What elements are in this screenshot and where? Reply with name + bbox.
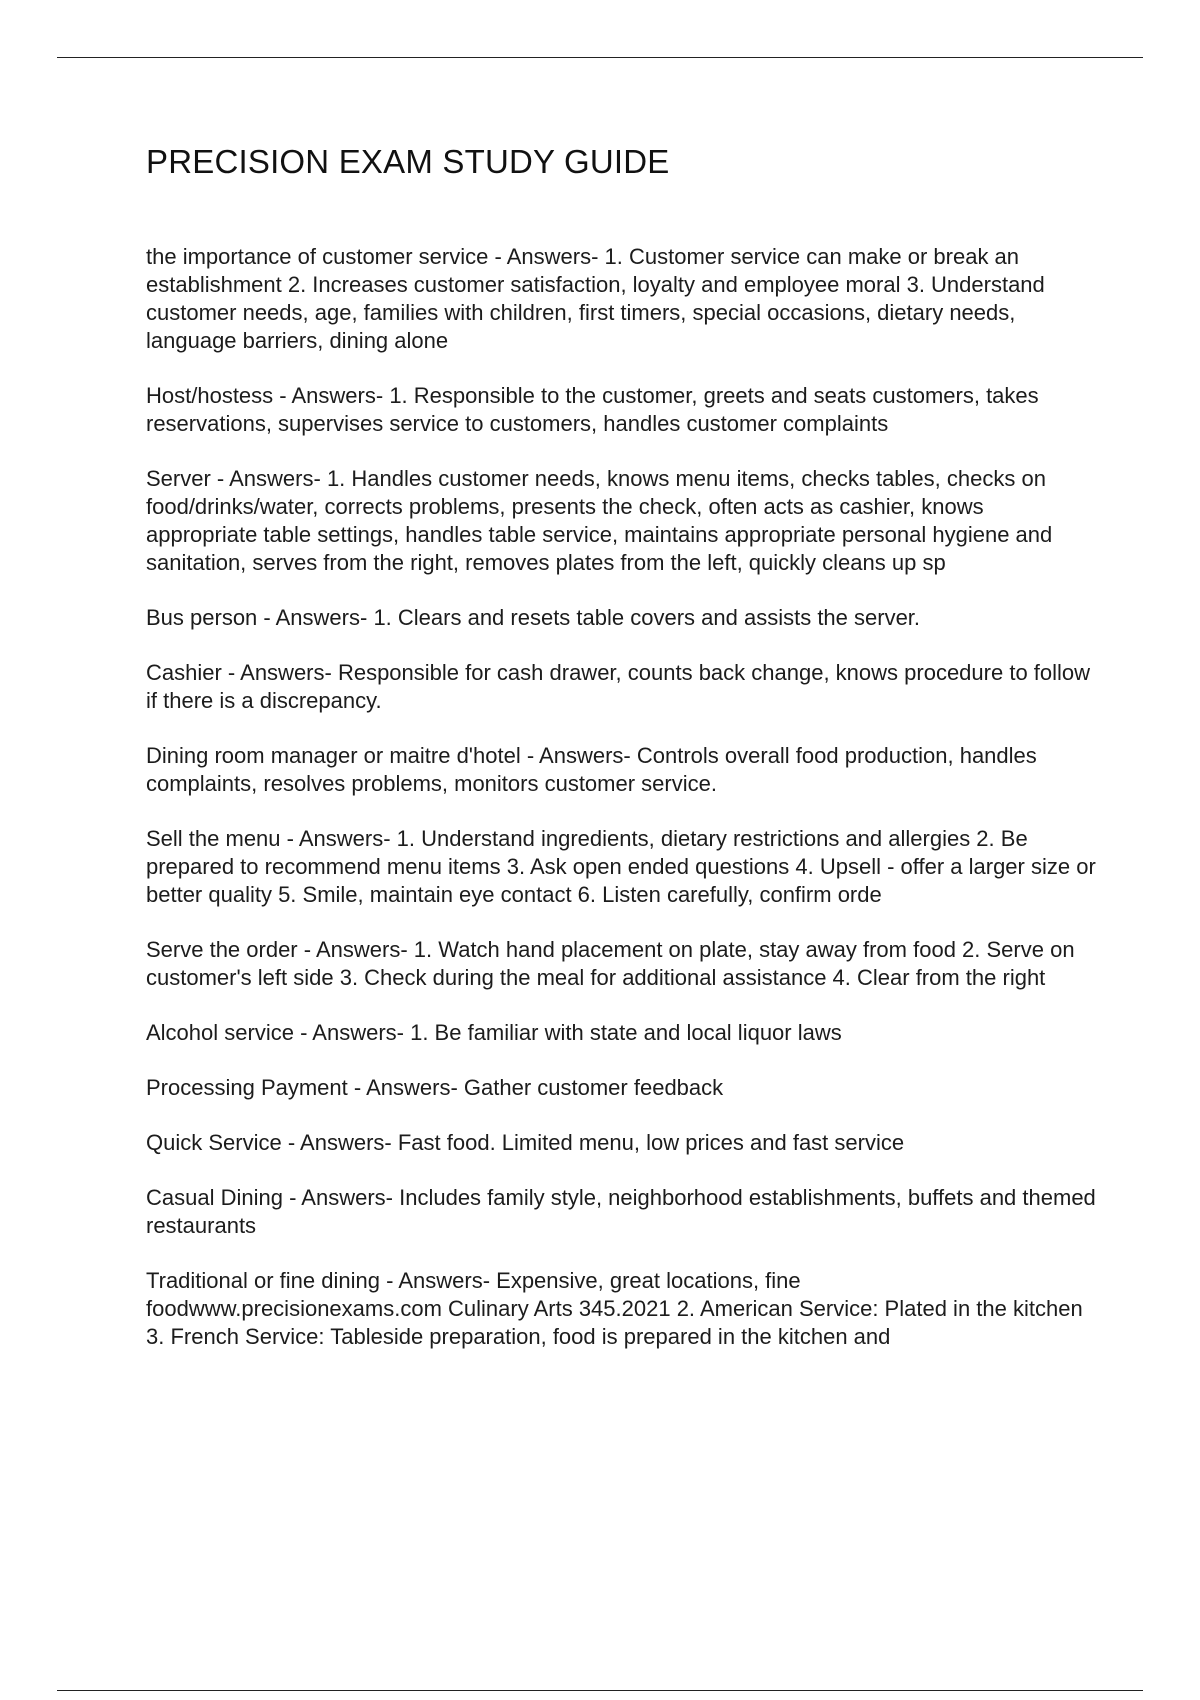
qa-entry: [146, 659, 1096, 715]
entry-term: Processing Payment: [146, 1075, 348, 1100]
entry-separator: - Answers-: [380, 1268, 497, 1293]
entry-answer: 1. Understand ingredients, dietary restrictions and allergies 2. Be prepared to recommend menu items 3. Ask open ended questions 4. Upsell - offer a larger size or better quality 5. Smile, maintain eye contact 6. Listen carefully, confirm orde: [146, 826, 1096, 907]
qa-entry: [146, 465, 1096, 577]
qa-entry: [146, 936, 1096, 992]
qa-list: [146, 243, 1096, 1378]
entry-separator: - Answers-: [273, 383, 390, 408]
entry-separator: - Answers-: [520, 743, 637, 768]
page-title: PRECISION EXAM STUDY GUIDE: [146, 143, 670, 180]
entry-term: Host/hostess: [146, 383, 274, 408]
entry-term: Traditional or fine dining: [146, 1268, 380, 1293]
bottom-divider: [57, 1690, 1143, 1691]
entry-term: Alcohol service: [146, 1020, 294, 1045]
entry-separator: - Answers-: [210, 466, 327, 491]
top-divider: [57, 57, 1143, 58]
qa-entry: [146, 1019, 1096, 1047]
qa-entry: [146, 1129, 1096, 1157]
entry-answer: 1. Be familiar with state and local liquor laws: [410, 1020, 842, 1045]
entry-answer: 1. Customer service can make or break an establishment 2. Increases customer satisfaction, loyalty and employee moral 3. Understand customer needs, age, families with children, first timers, special occasions, dietary needs, language barriers, dining alone: [146, 244, 1045, 353]
entry-separator: - Answers-: [282, 1185, 400, 1210]
entry-answer: 1. Watch hand placement on plate, stay away from food 2. Serve on customer's left side 3. Check during the meal for additional assistance 4. Clear from the right: [146, 937, 1075, 990]
entry-separator: - Answers-: [221, 660, 338, 685]
entry-term: Sell the menu: [146, 826, 281, 851]
entry-answer: 1. Responsible to the customer, greets and seats customers, takes reservations, supervises service to customers, handles customer complaints: [146, 383, 1039, 436]
entry-answer: 1. Handles customer needs, knows menu items, checks tables, checks on food/drinks/water, corrects problems, presents the check, often acts as cashier, knows appropriate table settings, handles table service, maintains appropriate personal hygiene and sanitation, serves from the right, removes plates from the left, quickly cleans up sp: [146, 466, 1053, 575]
entry-term: Quick Service: [146, 1130, 282, 1155]
entry-answer: 1. Clears and resets table covers and assists the server.: [373, 605, 921, 630]
qa-entry: [146, 742, 1096, 798]
entry-answer: Expensive, great locations, fine foodwww.precisionexams.com Culinary Arts 345.2021 2. American Service: Plated in the kitchen 3. French Service: Tableside preparation, food is prepared in the kitchen and: [146, 1268, 1083, 1349]
entry-term: Casual Dining: [146, 1185, 283, 1210]
entry-term: Dining room manager or maitre d'hotel: [146, 743, 521, 768]
entry-answer: Controls overall food production, handles complaints, resolves problems, monitors customer service.: [146, 743, 1037, 796]
qa-entry: [146, 825, 1096, 909]
qa-entry: [146, 1184, 1096, 1240]
entry-term: Bus person: [146, 605, 258, 630]
qa-entry: [146, 382, 1096, 438]
entry-separator: - Answers-: [297, 937, 414, 962]
entry-separator: - Answers-: [347, 1075, 464, 1100]
entry-separator: - Answers-: [281, 1130, 398, 1155]
entry-separator: - Answers-: [280, 826, 397, 851]
qa-entry: [146, 1267, 1096, 1351]
entry-answer: Gather customer feedback: [463, 1075, 724, 1100]
entry-answer: Responsible for cash drawer, counts back change, knows procedure to follow if there is a discrepancy.: [146, 660, 1091, 713]
qa-entry: [146, 604, 1096, 632]
qa-entry: [146, 243, 1096, 355]
entry-answer: Includes family style, neighborhood establishments, buffets and themed restaurants: [146, 1185, 1096, 1238]
entry-separator: - Answers-: [257, 605, 374, 630]
qa-entry: [146, 1074, 1096, 1102]
entry-separator: - Answers-: [293, 1020, 411, 1045]
entry-term: Cashier: [146, 660, 222, 685]
entry-answer: Fast food. Limited menu, low prices and fast service: [397, 1130, 905, 1155]
entry-term: the importance of customer service: [146, 244, 489, 269]
entry-separator: - Answers-: [488, 244, 605, 269]
entry-term: Server: [146, 466, 211, 491]
entry-term: Serve the order: [146, 937, 298, 962]
